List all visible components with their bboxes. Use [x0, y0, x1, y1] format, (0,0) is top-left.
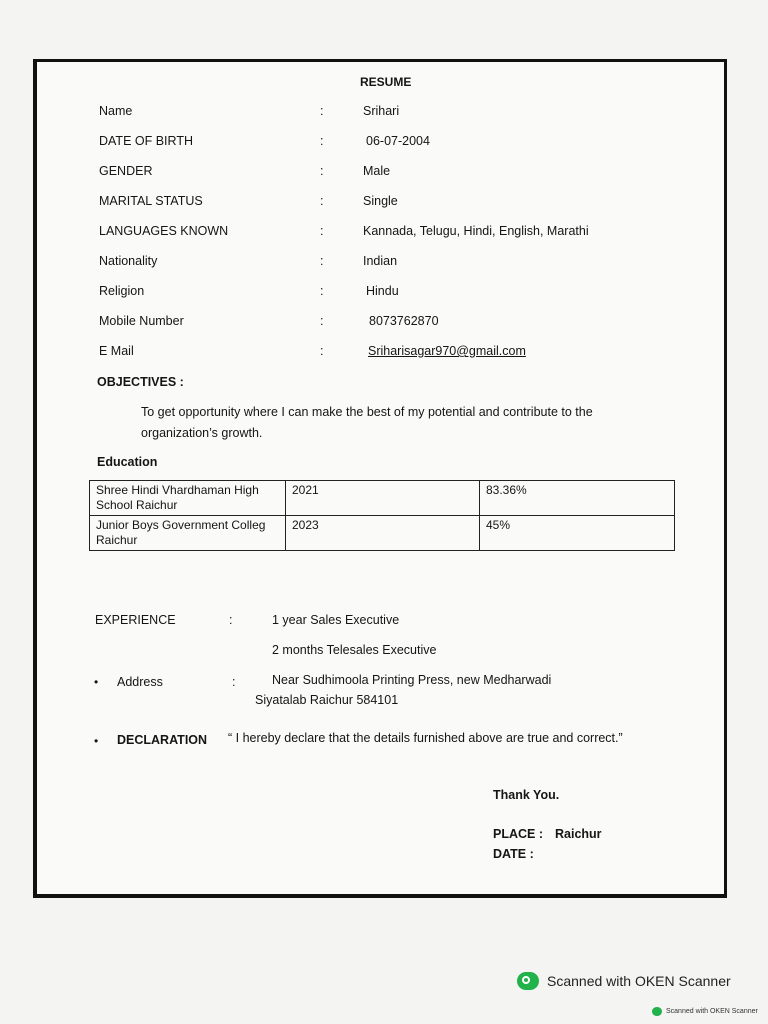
- mobile-label: Mobile Number: [99, 314, 184, 328]
- objectives-text: To get opportunity where I can make the best of my potential and contribute to the organization’s growth.: [141, 405, 593, 440]
- nationality-value: Indian: [363, 254, 398, 268]
- field-colon: :: [320, 224, 324, 238]
- experience-label: EXPERIENCE: [95, 613, 176, 627]
- table-row: [90, 481, 675, 516]
- score-cell: 45%: [480, 516, 675, 551]
- marital-status-label: MARITAL STATUS: [99, 194, 203, 208]
- languages-value: Kannada, Telugu, Hindi, English, Marathi: [363, 224, 589, 238]
- field-colon: :: [320, 344, 324, 358]
- year-cell: 2021: [286, 481, 480, 516]
- resume-title: RESUME: [360, 75, 412, 89]
- thank-you: Thank You.: [493, 788, 560, 802]
- place-label: PLACE :: [493, 827, 543, 841]
- email-label: E Mail: [99, 344, 134, 358]
- religion-value: Hindu: [366, 284, 399, 298]
- experience-colon: :: [229, 613, 233, 627]
- score-cell: 83.36%: [480, 481, 675, 516]
- email-link[interactable]: Sriharisagar970@gmail.com: [368, 344, 526, 358]
- gender-label: GENDER: [99, 164, 153, 178]
- year-cell: 2023: [286, 516, 480, 551]
- declaration-label: DECLARATION: [117, 733, 208, 747]
- address-line-2: Siyatalab Raichur 584101: [255, 693, 399, 707]
- dob-value: 06-07-2004: [366, 134, 430, 148]
- scanner-logo-icon: [517, 972, 539, 990]
- scanner-small-logo-icon: [652, 1007, 662, 1016]
- declaration-text: “ I hereby declare that the details furnished above are true and correct.”: [228, 731, 623, 745]
- languages-label: LANGUAGES KNOWN: [99, 224, 229, 238]
- field-colon: :: [320, 104, 324, 118]
- field-colon: :: [320, 314, 324, 328]
- nationality-label: Nationality: [99, 254, 158, 268]
- experience-item: 2 months Telesales Executive: [272, 643, 437, 657]
- gender-value: Male: [363, 164, 391, 178]
- address-bullet: •: [94, 675, 99, 689]
- field-colon: :: [320, 164, 324, 178]
- scanner-watermark-text: Scanned with OKEN Scanner: [547, 973, 731, 989]
- address-colon: :: [232, 675, 236, 689]
- field-colon: :: [320, 284, 324, 298]
- scanner-watermark-small: [652, 1007, 758, 1016]
- table-row: [90, 516, 675, 551]
- education-table: [89, 480, 675, 551]
- scanner-watermark: [517, 972, 731, 990]
- date-label: DATE :: [493, 847, 534, 861]
- school-cell: Shree Hindi Vhardhaman High School Raichur: [90, 481, 286, 516]
- field-colon: :: [320, 194, 324, 208]
- place-value: Raichur: [555, 827, 602, 841]
- experience-item: 1 year Sales Executive: [272, 613, 400, 627]
- name-value: Srihari: [363, 104, 400, 118]
- religion-label: Religion: [99, 284, 145, 298]
- name-label: Name: [99, 104, 133, 118]
- objectives-heading: OBJECTIVES :: [97, 375, 184, 389]
- field-colon: :: [320, 134, 324, 148]
- marital-status-value: Single: [363, 194, 398, 208]
- scanner-watermark-small-text: Scanned with OKEN Scanner: [666, 1008, 758, 1015]
- dob-label: DATE OF BIRTH: [99, 134, 193, 148]
- school-cell: Junior Boys Government Colleg Raichur: [90, 516, 286, 551]
- field-colon: :: [320, 254, 324, 268]
- education-heading: Education: [97, 455, 158, 469]
- address-label: Address: [117, 675, 163, 689]
- resume-page: [33, 59, 727, 898]
- address-line-1: Near Sudhimoola Printing Press, new Medharwadi: [272, 673, 552, 687]
- mobile-value: 8073762870: [369, 314, 439, 328]
- declaration-bullet: •: [94, 734, 99, 748]
